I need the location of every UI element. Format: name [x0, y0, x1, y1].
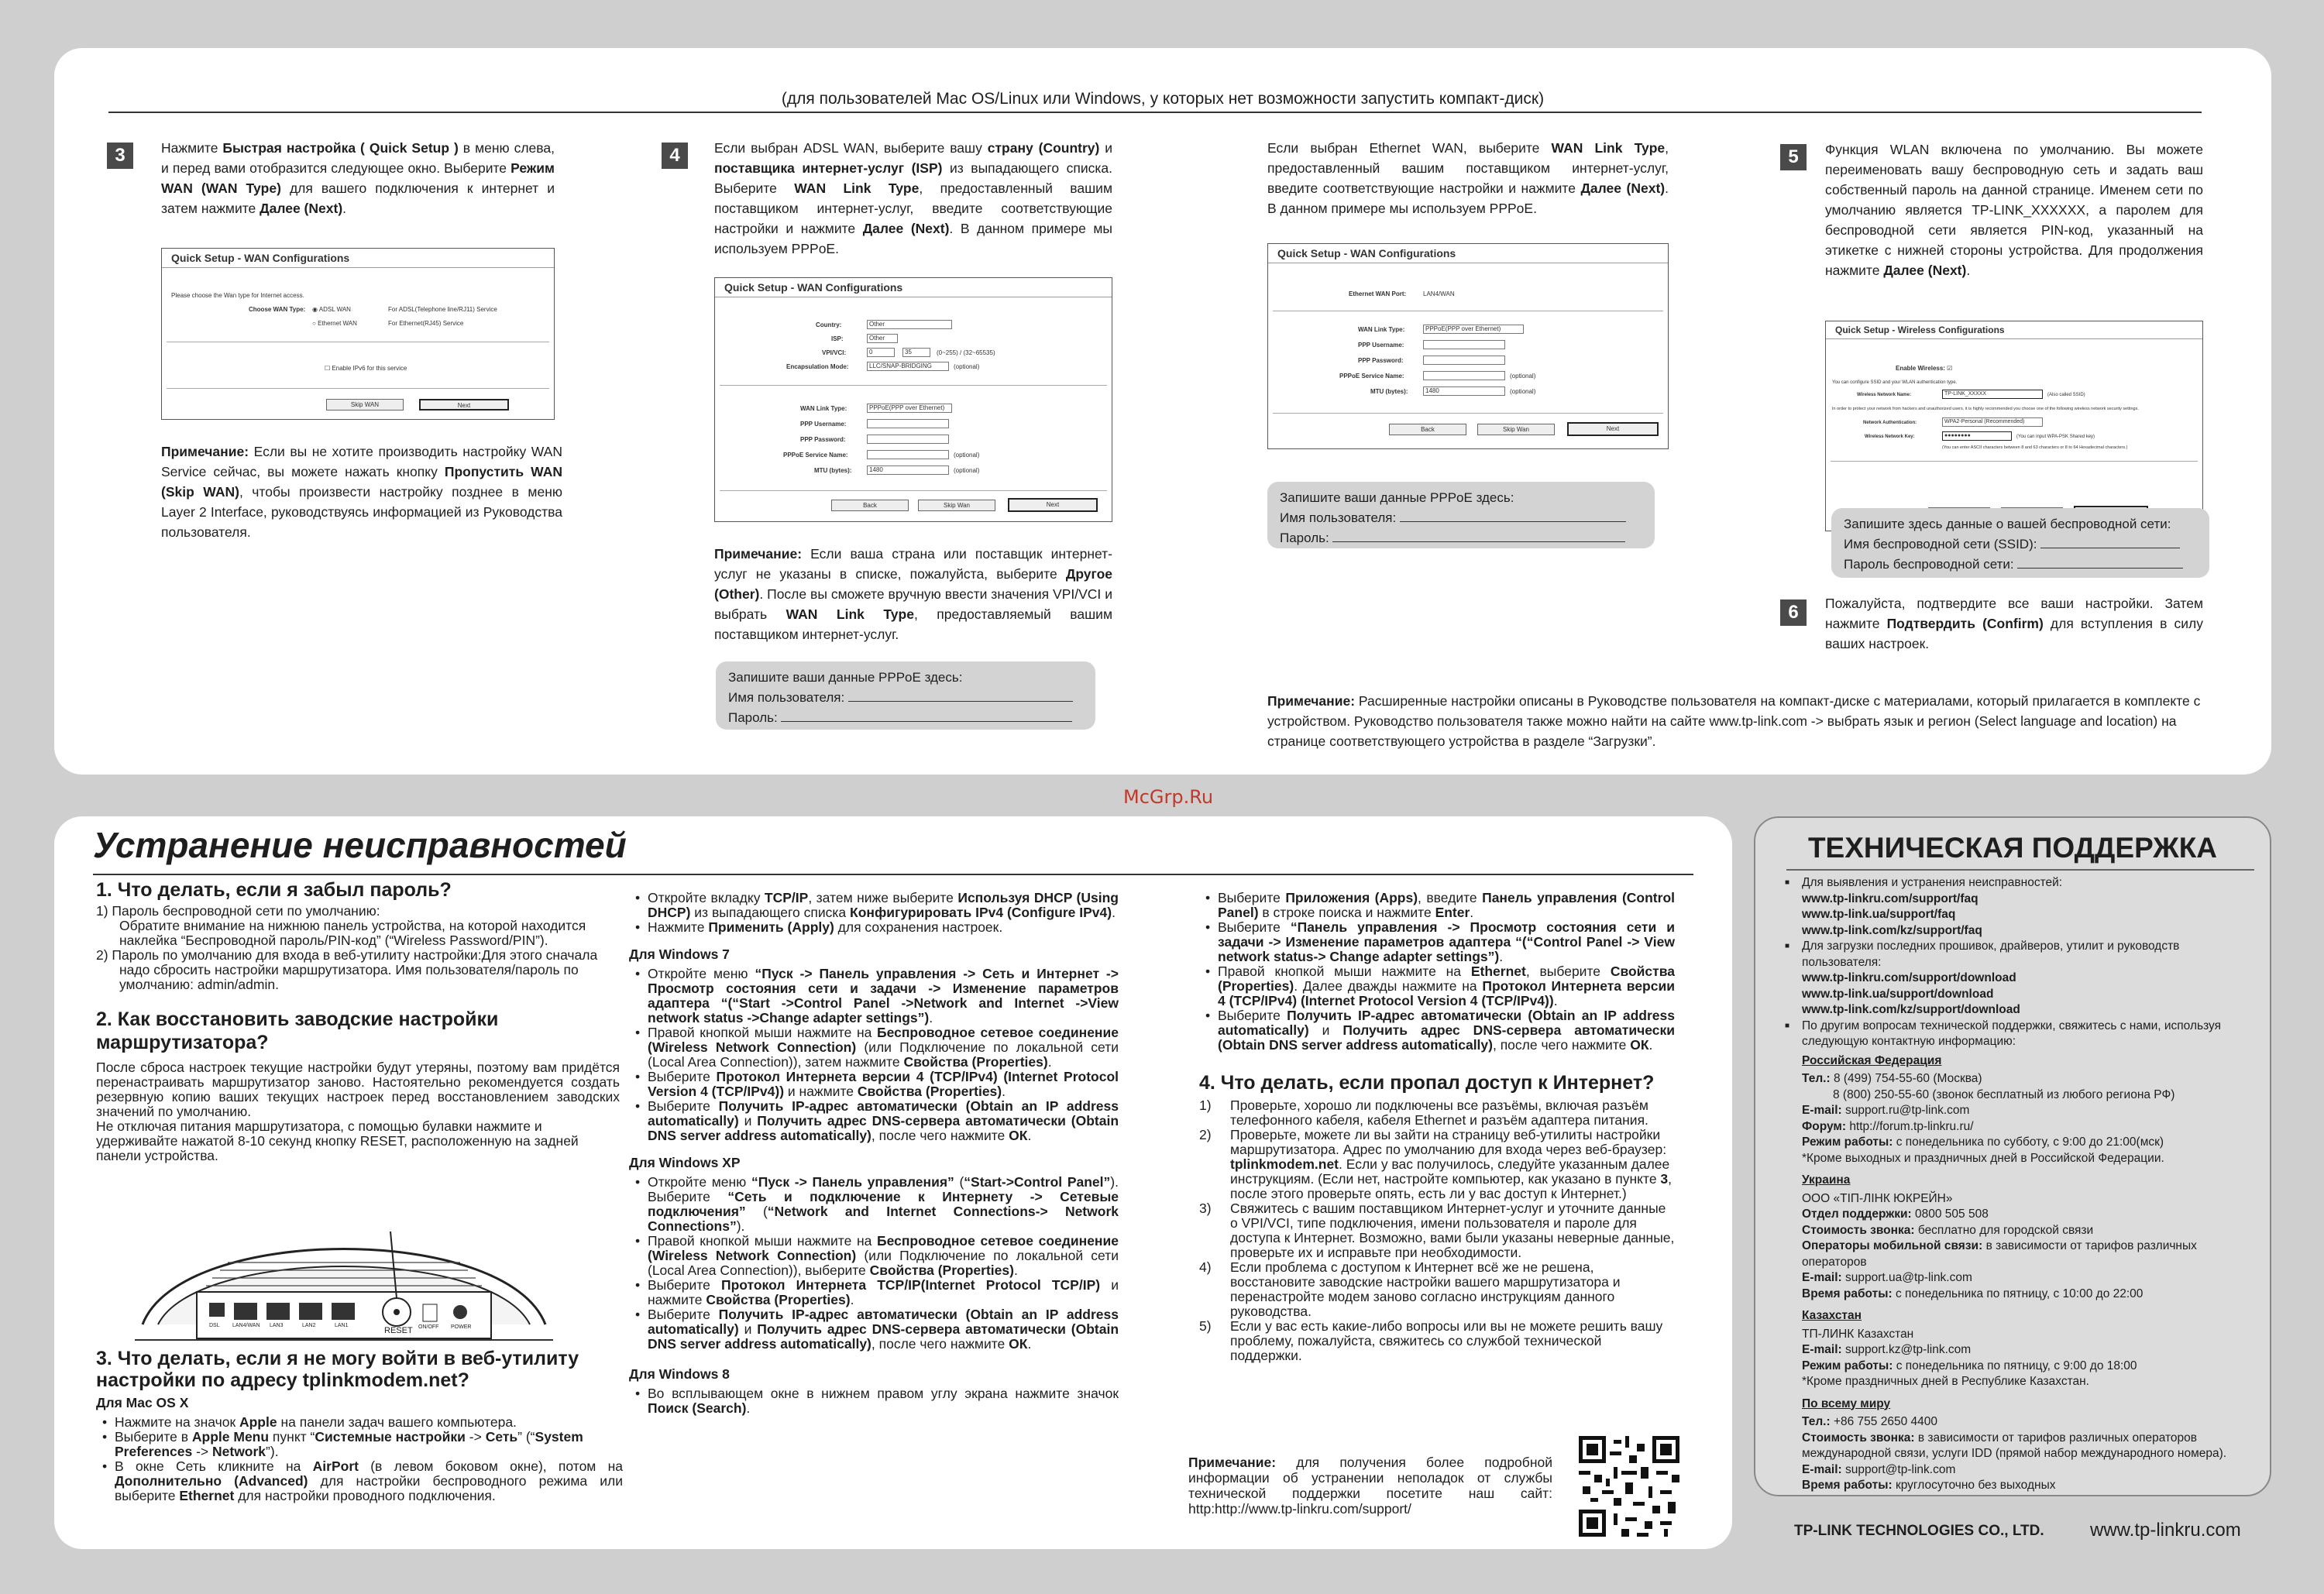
contact-row: Тел.: +86 755 2650 4400 — [1802, 1415, 1937, 1428]
qr-code[interactable] — [1579, 1436, 1679, 1537]
pppoe-service-input[interactable] — [867, 450, 949, 459]
faq-link-ru[interactable]: www.tp-linkru.com/support/faq — [1802, 891, 1978, 905]
download-link-ru[interactable]: www.tp-linkru.com/support/download — [1802, 971, 2016, 984]
step-3-text: Нажмите Быстрая настройка ( Quick Setup ) в меню слева, и перед вами отобразится следующее окно. Выберите Режим WAN (WAN Type) для вашего подключения к интернет и затем нажмите Далее (Next). — [161, 140, 555, 216]
q3-heading: 3. Что делать, если я не могу войти в веб-утилиту настройки по адресу tplinkmodem.net? — [96, 1348, 579, 1391]
contact-row: E-mail: support.ru@tp-link.com — [1802, 1104, 1970, 1117]
router-illustration: DSL LAN4/WAN LAN3 LAN2 LAN1 RESET ON/OFF POWER — [135, 1208, 553, 1355]
step-4-record-box: Запишите ваши данные PPPoE здесь: Имя пользователя: Пароль: — [716, 661, 1095, 730]
watermark: McGrp.Ru — [1123, 786, 1214, 808]
contact-row: Стоимость звонка: в зависимости от тарифов различных операторов международной связи, услуги IDD (прямой набор международного номера). — [1802, 1431, 2227, 1460]
ppp-password-input[interactable] — [867, 435, 949, 444]
contact-row: Стоимость звонка: бесплатно для городской связи — [1802, 1223, 2094, 1237]
top-bottom-note: Примечание: Расширенные настройки описаны в Руководстве пользователя на компакт-диске с материалами, который прилагается в комплекте с устройством. Руководство пользователя также можно найти на сайте www.tp-link.com -> выбрать язык и регион (Select language and location) на странице соответствующего устройства в разделе “Загрузки”. — [1267, 693, 2201, 749]
q1-heading: 1. Что делать, если я забыл пароль? — [96, 879, 452, 901]
step-3-screenshot: Quick Setup - WAN Configurations Please choose the Wan type for Internet access. Choose WAN Type: ◉ ADSL WAN For ADSL(Telephone line/RJ11) Service ○ Ethernet WAN For Ethernet(RJ45) Service ☐ Enable IPv6 for this service Skip WAN Next — [161, 248, 555, 420]
trouble-col-2: • Откройте вкладку TCP/IP, затем ниже выберите Используя DHCP (Using DHCP) из выпадающего списка Конфигурировать IPv4 (Configure IPv4). • Нажмите Применить (Apply) для сохранения настроек. Для Windows 7 • Откройте меню “Пуск -> Панель управления -> Сеть и Интернет -> Просмотр состояния сети и задачи -> Изменение параметров адаптера “(“Start ->Control Panel ->Network and Internet ->View network status ->Change adapter settings”). • Правой кнопкой мыши нажмите на Беспроводное сетевое соединение (Wireless Network Connection) (или Подключение по локальной сети (Local Area Connection)), затем нажмите Свойства (Properties). • Выберите Протокол Интернета версии 4 (TCP/IPv4) (Internet Protocol Version 4 (TCP/IPv4)) и нажмите Свойства (Properties). • Выберите Получить IP-адрес автоматически (Obtain an IP address automatically) и Получить адрес DNS-сервера автоматически (Obtain DNS server address automatically), после чего нажмите ОК. Для Windows XP • Откройте меню “Пуск -> Панель управления” (“Start->Control Panel”). Выберите “Сеть и подключение к Интернету -> Сетевые подключения” (“Network and Internet Connections-> Network Connections”). • Правой кнопкой мыши нажмите на Беспроводное сетевое соединение (Wireless Network Connection) (или Подключение по локальной сети (Local Area Connection)), выберите Свойства (Properties). • Выберите Протокол Интернета TCP/IP(Internet Protocol TCP/IP) и нажмите Свойства (Properties). • Выберите Получить IP-адрес автоматически (Obtain an IP address automatically) и Получить адрес DNS-сервера автоматически (Obtain DNS server address automatically), после чего нажмите ОК. Для Windows 8 • Во всплывающем окне в нижнем правом углу экрана нажмите значок Поиск (Search). — [629, 891, 1119, 1416]
next-button[interactable]: Next — [1567, 422, 1659, 436]
q2-heading: 2. Как восстановить заводские настройки маршрутизатора? — [96, 1008, 499, 1053]
ru-contacts — [1802, 1071, 2259, 1166]
title-rule — [93, 874, 1693, 875]
step-3-number: 3 — [107, 143, 133, 169]
troubleshooting-title: Устранение неисправностей — [93, 825, 627, 865]
onoff-label: ON/OFF — [418, 1324, 439, 1330]
step-5-screenshot: Quick Setup - Wireless Configurations Enable Wireless: ☑ You can configure SSID and your WLAN authentication type. Wireless Network Name: TP-LINK_XXXXX (Also called SSID) In order to protect your network from hackers and unauthorized users, it is highly recommended you choose one of the following wireless network security settings. Network Authentication: WPA2-Personal (Recommended) Wireless Network Key: ●●●●●●●● (You can input WPA-PSK Shared key) (You can enter ASCII characters between 8 and 63 characters or 8 to 64 Hexadecimal characters.) — [1825, 321, 2203, 531]
link-type-select[interactable]: PPPoE(PPP over Ethernet) — [867, 404, 952, 413]
mtu-input[interactable]: 1480 — [867, 465, 949, 475]
username-line[interactable] — [848, 691, 1073, 702]
mtu-input[interactable]: 1480 — [1423, 386, 1505, 396]
wifi-key-input[interactable]: ●●●●●●●● — [1942, 431, 2012, 441]
wifi-password-line[interactable] — [2017, 558, 2183, 569]
step-6-number: 6 — [1780, 599, 1807, 626]
ethernet-screenshot: Quick Setup - WAN Configurations Ethernet WAN Port: LAN4/WAN WAN Link Type: PPPoE(PPP over Ethernet) PPP Username: PPP Password: PPPoE Service Name: (optional) MTU (bytes): 1480 (optional) Back Skip Wan Next — [1267, 243, 1669, 449]
contact-row: E-mail: support.kz@tp-link.com — [1802, 1343, 1972, 1356]
company-name: TP-LINK TECHNOLOGIES CO., LTD. — [1794, 1523, 2044, 1539]
support-rule — [1786, 869, 2254, 871]
ua-contacts — [1802, 1191, 2259, 1303]
step-5-text: Функция WLAN включена по умолчанию. Вы можете переименовать вашу беспроводную сеть и задать ваш собственный пароль на данной странице. Именем сети по умолчанию является TP-LINK_XXXXXX, а паролем для беспроводной сети является PIN-код, указанный на этикетке с нижней стороны устройства. Для продолжения нажмите Далее (Next). — [1825, 142, 2203, 278]
skip-wan-button[interactable]: Skip Wan — [1477, 424, 1555, 435]
faq-link-ua[interactable]: www.tp-link.ua/support/faq — [1802, 908, 1956, 921]
contact-row: Тел.: 8 (499) 754-55-60 (Москва) — [1802, 1072, 1982, 1085]
vci-input[interactable]: 35 — [902, 348, 930, 357]
password-line[interactable] — [1332, 531, 1625, 542]
contact-row: Отдел поддержки: 0800 505 508 — [1802, 1208, 1989, 1221]
top-header: (для пользователей Mac OS/Linux или Windows, у которых нет возможности запустить компакт-диск) — [781, 90, 1545, 108]
contact-row: 8 (800) 250-55-60 (звонок бесплатный из любого региона РФ) — [1833, 1087, 2175, 1101]
contact-row: *Кроме праздничных дней в Республике Казахстан. — [1802, 1375, 2089, 1388]
step-4-note: Примечание: Если ваша страна или поставщик интернет-услуг не указаны в списке, пожалуйста, выберите Другое (Other). После вы сможете вручную ввести значения VPI/VCI и выбрать WAN Link Type, предоставляемый вашим поставщиком интернет-услуг. — [714, 546, 1112, 642]
power-label: POWER — [451, 1324, 472, 1330]
vpi-input[interactable]: 0 — [867, 348, 895, 357]
ssid-input[interactable]: TP-LINK_XXXXX — [1942, 390, 2043, 399]
ethernet-record-box: Запишите ваши данные PPPoE здесь: Имя пользователя: Пароль: — [1267, 482, 1655, 548]
back-button[interactable]: Back — [831, 500, 909, 511]
trouble-col-1: 1. Что делать, если я забыл пароль? 1) Пароль беспроводной сети по умолчанию: Обратите внимание на нижнюю панель устройства, на которой находится наклейка “Беспроводной пароль/PIN-код” (“Wireless Password/PIN”). 2) Пароль по умолчанию для входа в веб-утилиту настройки:Для этого сначала надо сбросить настройки маршрутизатора. Имя пользователя/пароль по умолчанию: admin/admin. 2. Как восстановить заводские настройки маршрутизатора? После сброса настроек текущие настройки будут утеряны, поэтому вам придётся перенастраивать маршрутизатор заново. Настоятельно рекомендуется создать резервную копию ваших текущих настроек перед восстановлением заводских значений по умолчанию. Не отключая питания маршрутизатора, с помощью булавки нажмите и удерживайте нажатой 8-10 секунд кнопку RESET, расположенную на задней панели устройства. — [96, 879, 620, 1163]
q4-heading: 4. Что делать, если пропал доступ к Интернет? — [1199, 1072, 1655, 1094]
encap-select[interactable]: LLC/SNAP-BRIDGING — [867, 362, 949, 371]
country-select[interactable]: Other — [867, 320, 952, 329]
top-panel — [54, 48, 2271, 775]
support-panel — [1754, 816, 2271, 1496]
next-button[interactable]: Next — [1008, 498, 1098, 512]
isp-select[interactable]: Other — [867, 334, 898, 343]
skip-wan-button[interactable]: Skip WAN — [326, 399, 404, 411]
contact-row: E-mail: support@tp-link.com — [1802, 1462, 1956, 1476]
password-line[interactable] — [781, 711, 1072, 722]
contact-row: Режим работы: с понедельника по субботу, с 9:00 до 21:00(мск) — [1802, 1135, 2164, 1149]
ppp-username-input[interactable] — [1423, 340, 1505, 349]
trouble-note: Примечание: для получения более подробной информации об устранении неполадок от службы технической поддержки посетите наш сайт: http:http://www.tp-linkru.com/support/ — [1188, 1455, 1552, 1517]
contact-row: ТП-ЛИНК Казахстан — [1802, 1327, 1914, 1341]
world-contacts — [1802, 1414, 2259, 1494]
router-svg — [135, 1208, 553, 1355]
contact-row: *Кроме выходных и праздничных дней в Российской Федерации. — [1802, 1151, 2164, 1165]
contact-row: Форум: http://forum.tp-linkru.ru/ — [1802, 1119, 1974, 1133]
contact-row: Время работы: круглосуточно без выходных — [1802, 1479, 2056, 1492]
contact-row: Операторы мобильной связи: в зависимости от тарифов различных операторов — [1802, 1239, 2197, 1269]
pppoe-service-input[interactable] — [1423, 371, 1505, 380]
step-4-number: 4 — [662, 143, 688, 169]
contact-row: E-mail: support.ua@tp-link.com — [1802, 1271, 1972, 1284]
step-4-text: Если выбран ADSL WAN, выберите вашу страну (Country) и поставщика интернет-услуг (ISP) из выпадающего списка. Выберите WAN Link Type, предоставленный вашим поставщиком интернет-услуг, введите соответствующие настройки и нажмите Далее (Next). В данном примере мы используем PPPoE. — [714, 140, 1113, 256]
reset-label: RESET — [384, 1326, 413, 1335]
support-title: ТЕХНИЧЕСКАЯ ПОДДЕРЖКА — [1807, 832, 2218, 864]
step-3-note: Примечание: Если вы не хотите производить настройку WAN Service сейчас, вы можете нажать кнопку Пропустить WAN (Skip WAN), чтобы произвести настройку позднее в меню Layer 2 Interface, руководствуясь информацией из Руководства пользователя. — [161, 444, 562, 540]
link-type-select[interactable]: PPPoE(PPP over Ethernet) — [1423, 325, 1524, 334]
back-button[interactable]: Back — [1389, 424, 1466, 435]
skip-wan-button[interactable]: Skip Wan — [918, 500, 995, 511]
troubleshooting-panel — [54, 816, 1732, 1549]
faq-link-kz[interactable]: www.tp-link.com/kz/support/faq — [1802, 923, 1982, 937]
download-link-kz[interactable]: www.tp-link.com/kz/support/download — [1802, 1003, 2020, 1016]
support-content: ■ Для выявления и устранения неисправностей: www.tp-linkru.com/support/faq www.tp-link.ua/support/faq www.tp-link.com/kz/support/faq ■ Для загрузки последних прошивок, драйверов, утилит и руководств пользователя: www.tp-linkru.com/support/download www.tp-link.ua/support/download www.tp-link.com/kz/support/download ■ По другим вопросам технической поддержки, свяжитесь с нами, используя следующую контактную информацию: Российская Федерация Тел.: 8 (499) 754-55-60 (Москва) 8 (800) 250-55-60 (звонок бесплатный из любого региона РФ) E-mail: support.ru@tp-link.com Форум: http://forum.tp-linkru.ru/ Режим работы: с понедельника по субботу, с 9:00 до 21:00(мск) *Кроме выходных и праздничных дней в Российской Федерации. Украина ООО «ТІП-ЛІНК ЮКРЕЙН» Отдел поддержки: 0800 505 508 Стоимость звонка: бесплатно для городской связи Операторы мобильной связи: в зависимости от тарифов различных операторов E-mail: support.ua@tp-link.com Время работы: с понедельника по пятницу, с 10:00 до 22:00 Казахстан ТП-ЛИНК Казахстан E-mail: support.kz@tp-link.com Режим работы: с понедельника по пятницу, с 9:00 до 18:00 *Кроме праздничных дней в Республике Казахстан. По всему миру Тел.: +86 755 2650 4400 Стоимость звонка: в зависимости от тарифов различных операторов международной связи, услуги IDD (прямой набор международного номера). E-mail: support@tp-link.com Время работы: круглосуточно без выходных — [1779, 875, 2259, 1494]
contact-row: ООО «ТІП-ЛІНК ЮКРЕЙН» — [1802, 1191, 1953, 1205]
username-line[interactable] — [1400, 511, 1626, 522]
step-4-screenshot: Quick Setup - WAN Configurations Country: Other ISP: Other VPI/VCI: 0 35 (0~255) / (32~65535) Encapsulation Mode: LLC/SNAP-BRIDGING (optional) WAN Link Type: PPPoE(PPP over Ethernet) PPP Username: PPP Password: PPPoE Service Name: (optional) MTU (bytes): 1480 (optional) Back Skip Wan Next — [714, 277, 1112, 522]
qr-code-svg — [1579, 1436, 1679, 1537]
shot-title: Quick Setup - WAN Configurations — [162, 249, 554, 268]
contact-row: Время работы: с понедельника по пятницу, с 10:00 до 22:00 — [1802, 1287, 2144, 1300]
contact-row: Режим работы: с понедельника по пятницу, с 9:00 до 18:00 — [1802, 1359, 2137, 1372]
kz-contacts — [1802, 1327, 2259, 1390]
ppp-password-input[interactable] — [1423, 356, 1505, 365]
ssid-line[interactable] — [2040, 538, 2180, 548]
top-header-rule — [108, 112, 2202, 113]
step-5-record-box: Запишите здесь данные о вашей беспроводной сети: Имя беспроводной сети (SSID): Пароль беспроводной сети: — [1831, 508, 2209, 578]
auth-select[interactable]: WPA2-Personal (Recommended) — [1942, 417, 2043, 427]
next-button[interactable]: Next — [419, 399, 509, 411]
company-site[interactable]: www.tp-linkru.com — [2090, 1520, 2241, 1541]
download-link-ua[interactable]: www.tp-link.ua/support/download — [1802, 987, 1994, 1001]
trouble-col-3: • Выберите Приложения (Apps), введите Панель управления (Control Panel) в строке поиска и нажмите Enter. • Выберите “Панель управления -> Просмотр состояния сети и задачи -> Изменение параметров адаптера “(“Control Panel -> View network status-> Change adapter settings”). • Правой кнопкой мыши нажмите на Ethernet, выберите Свойства (Properties). Далее дважды нажмите на Протокол Интернета версии 4 (TCP/IPv4) (Internet Protocol Version 4 (TCP/IPv4)). • Выберите Получить IP-адрес автоматически (Obtain an IP address automatically) и Получить адрес DNS-сервера автоматически (Obtain DNS server address automatically), после чего нажмите ОК. 4. Что делать, если пропал доступ к Интернет? 1) Проверьте, хорошо ли подключены все разъёмы, включая разъём телефонного кабеля, кабеля Ethernet и разъём адаптера питания. 2) Проверьте, можете ли вы зайти на страницу веб-утилиты настройки маршрутизатора. Адрес по умолчанию для входа через веб-браузер: tplinkmodem.net. Если у вас получилось, следуйте указанным далее инструкциям. (Если нет, настройте компьютер, как указано в пункте 3, после этого проверьте опять, есть ли у вас доступ к Интернет.) 3) Свяжитесь с вашим поставщиком Интернет-услуг и уточните данные о VPI/VCI, типе подключения, имени пользователя и пароле для доступа к Интернет. Возможно, вами были указаны неверные данные, проверьте их и исправьте при необходимости. 4) Если проблема с доступом к Интернет всё же не решена, восстановите заводские настройки вашего маршрутизатора и перенастройте модем заново согласно инструкциям данного руководства. 5) Если у вас есть какие-либо вопросы или вы не можете решить вашу проблему, пожалуйста, свяжитесь со службой технической поддержки. — [1199, 891, 1675, 1363]
step-6-text: Пожалуйста, подтвердите все ваши настройки. Затем нажмите Подтвердить (Confirm) для вступления в силу ваших настроек. — [1825, 596, 2203, 651]
step-5-number: 5 — [1780, 144, 1807, 170]
trouble-col-1b: 3. Что делать, если я не могу войти в веб-утилиту настройки по адресу tplinkmodem.net? Для Mac OS X • Нажмите на значок Apple на панели задач вашего компьютера. • Выберите в Apple Menu пункт “Системные настройки -> Сеть” (“System Preferences -> Network”). • В окне Сеть кликните на AirPort (в левом боковом окне), потом на Дополнительно (Advanced) для настройки беспроводного режима или выберите Ethernet для настройки проводного подключения. — [96, 1348, 623, 1503]
ethernet-wan-text: Если выбран Ethernet WAN, выберите WAN Link Type, предоставленный вашим поставщиком интернет-услуг, введите соответствующие настройки и нажмите Далее (Next). В данном примере мы используем PPPoE. — [1267, 140, 1669, 216]
ppp-username-input[interactable] — [867, 419, 949, 428]
